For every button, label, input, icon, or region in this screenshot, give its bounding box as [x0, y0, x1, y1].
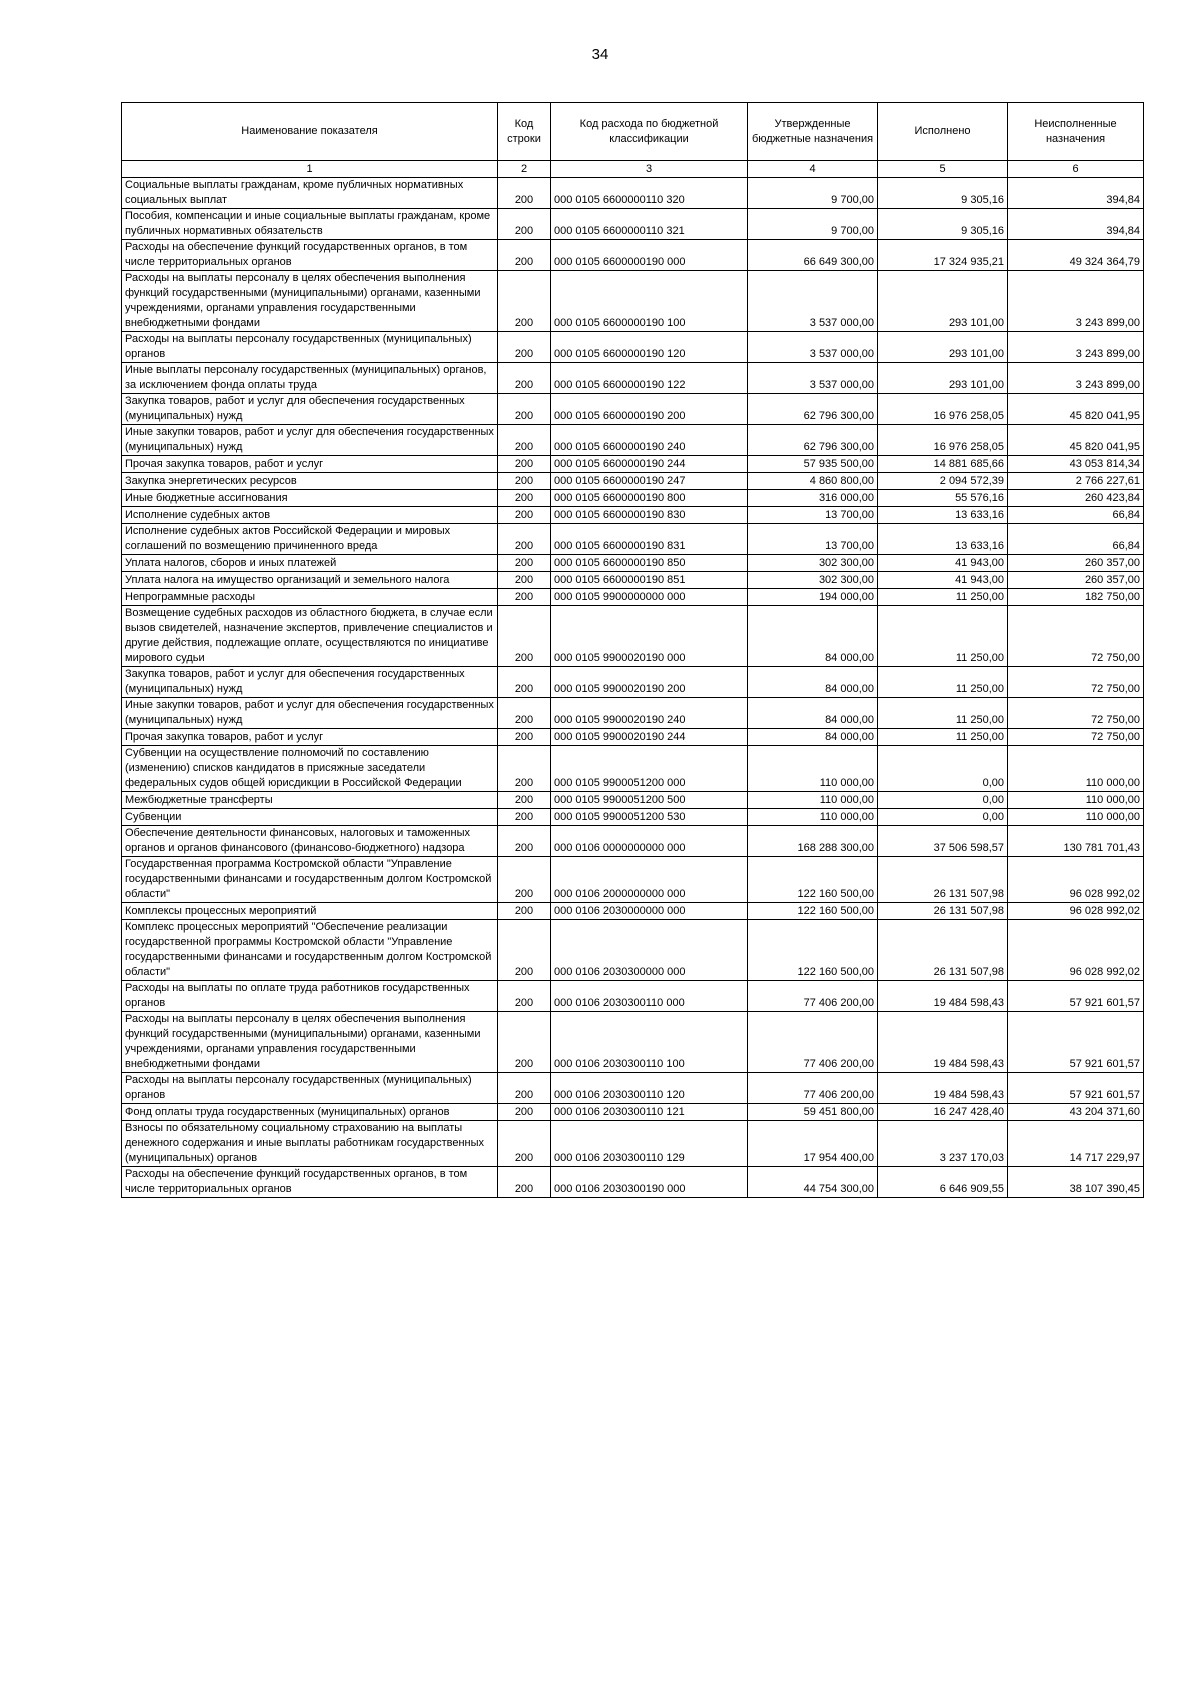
row-classification-code: 000 0106 2030300000 000 — [551, 920, 748, 981]
row-line-code: 200 — [498, 606, 551, 667]
row-executed: 3 237 170,03 — [878, 1121, 1008, 1167]
row-approved: 59 451 800,00 — [748, 1104, 878, 1121]
row-unexecuted: 72 750,00 — [1008, 606, 1144, 667]
row-approved: 84 000,00 — [748, 698, 878, 729]
table-row — [122, 1012, 1144, 1073]
row-executed: 293 101,00 — [878, 332, 1008, 363]
row-name: Комплекс процессных мероприятий "Обеспечение реализации государственной программы Костромской области "Управление государственными финансами и государственным долгом Костромской области" — [122, 920, 498, 981]
row-line-code: 200 — [498, 209, 551, 240]
header-classification-code: Код расхода по бюджетной классификации — [551, 103, 748, 161]
row-line-code: 200 — [498, 857, 551, 903]
row-approved: 194 000,00 — [748, 589, 878, 606]
row-line-code: 200 — [498, 473, 551, 490]
row-approved: 84 000,00 — [748, 606, 878, 667]
row-classification-code: 000 0105 6600000190 100 — [551, 271, 748, 332]
row-approved: 9 700,00 — [748, 209, 878, 240]
row-unexecuted: 3 243 899,00 — [1008, 363, 1144, 394]
row-unexecuted: 66,84 — [1008, 524, 1144, 555]
row-unexecuted: 57 921 601,57 — [1008, 1012, 1144, 1073]
row-unexecuted: 3 243 899,00 — [1008, 271, 1144, 332]
row-executed: 13 633,16 — [878, 507, 1008, 524]
row-classification-code: 000 0106 2030000000 000 — [551, 903, 748, 920]
row-executed: 37 506 598,57 — [878, 826, 1008, 857]
table-row — [122, 332, 1144, 363]
row-classification-code: 000 0105 6600000190 122 — [551, 363, 748, 394]
row-executed: 11 250,00 — [878, 729, 1008, 746]
header-approved: Утвержденные бюджетные назначения — [748, 103, 878, 161]
row-approved: 316 000,00 — [748, 490, 878, 507]
table-row — [122, 826, 1144, 857]
budget-execution-table — [121, 102, 1144, 1198]
row-name: Иные выплаты персоналу государственных (муниципальных) органов, за исключением фонда оплаты труда — [122, 363, 498, 394]
row-name: Расходы на обеспечение функций государственных органов, в том числе территориальных органов — [122, 240, 498, 271]
table-row — [122, 1104, 1144, 1121]
row-executed: 19 484 598,43 — [878, 981, 1008, 1012]
row-name: Социальные выплаты гражданам, кроме публичных нормативных социальных выплат — [122, 178, 498, 209]
row-name: Расходы на выплаты персоналу в целях обеспечения выполнения функций государственными (муниципальными) органами, казенными учреждениями, органами управления государственными внебюджетными фондами — [122, 271, 498, 332]
row-approved: 62 796 300,00 — [748, 425, 878, 456]
row-classification-code: 000 0105 9900000000 000 — [551, 589, 748, 606]
row-executed: 14 881 685,66 — [878, 456, 1008, 473]
table-row — [122, 606, 1144, 667]
row-unexecuted: 38 107 390,45 — [1008, 1167, 1144, 1198]
row-name: Расходы на обеспечение функций государственных органов, в том числе территориальных органов — [122, 1167, 498, 1198]
column-number: 4 — [748, 161, 878, 178]
row-name: Исполнение судебных актов Российской Федерации и мировых соглашений по возмещению причиненного вреда — [122, 524, 498, 555]
row-classification-code: 000 0105 9900051200 530 — [551, 809, 748, 826]
row-line-code: 200 — [498, 490, 551, 507]
table-row — [122, 792, 1144, 809]
row-line-code: 200 — [498, 826, 551, 857]
row-approved: 3 537 000,00 — [748, 332, 878, 363]
row-name: Закупка энергетических ресурсов — [122, 473, 498, 490]
row-classification-code: 000 0105 6600000190 200 — [551, 394, 748, 425]
row-executed: 16 247 428,40 — [878, 1104, 1008, 1121]
row-name: Возмещение судебных расходов из областного бюджета, в случае если вызов свидетелей, назначение экспертов, привлечение специалистов и другие действия, подлежащие оплате, осуществляются по инициативе мирового судьи — [122, 606, 498, 667]
row-executed: 26 131 507,98 — [878, 920, 1008, 981]
row-name: Комплексы процессных мероприятий — [122, 903, 498, 920]
row-executed: 19 484 598,43 — [878, 1012, 1008, 1073]
row-classification-code: 000 0105 6600000190 120 — [551, 332, 748, 363]
row-line-code: 200 — [498, 903, 551, 920]
row-approved: 168 288 300,00 — [748, 826, 878, 857]
row-name: Расходы на выплаты персоналу в целях обеспечения выполнения функций государственными (муниципальными) органами, казенными учреждениями, органами управления государственными внебюджетными фондами — [122, 1012, 498, 1073]
row-unexecuted: 14 717 229,97 — [1008, 1121, 1144, 1167]
table-row — [122, 524, 1144, 555]
table-row — [122, 363, 1144, 394]
row-approved: 110 000,00 — [748, 792, 878, 809]
row-unexecuted: 110 000,00 — [1008, 792, 1144, 809]
row-classification-code: 000 0105 6600000190 240 — [551, 425, 748, 456]
row-executed: 16 976 258,05 — [878, 425, 1008, 456]
row-line-code: 200 — [498, 698, 551, 729]
table-row — [122, 729, 1144, 746]
row-approved: 302 300,00 — [748, 555, 878, 572]
row-executed: 0,00 — [878, 792, 1008, 809]
row-approved: 62 796 300,00 — [748, 394, 878, 425]
row-line-code: 200 — [498, 729, 551, 746]
row-approved: 122 160 500,00 — [748, 920, 878, 981]
row-executed: 293 101,00 — [878, 271, 1008, 332]
row-unexecuted: 43 053 814,34 — [1008, 456, 1144, 473]
table-row — [122, 490, 1144, 507]
row-classification-code: 000 0105 9900020190 240 — [551, 698, 748, 729]
table-row — [122, 271, 1144, 332]
row-executed: 11 250,00 — [878, 606, 1008, 667]
row-unexecuted: 260 357,00 — [1008, 572, 1144, 589]
row-line-code: 200 — [498, 572, 551, 589]
row-name: Расходы на выплаты по оплате труда работников государственных органов — [122, 981, 498, 1012]
row-approved: 3 537 000,00 — [748, 271, 878, 332]
row-classification-code: 000 0105 9900020190 000 — [551, 606, 748, 667]
row-classification-code: 000 0105 6600000190 000 — [551, 240, 748, 271]
row-name: Прочая закупка товаров, работ и услуг — [122, 729, 498, 746]
row-name: Непрограммные расходы — [122, 589, 498, 606]
table-row — [122, 746, 1144, 792]
row-unexecuted: 96 028 992,02 — [1008, 857, 1144, 903]
row-executed: 11 250,00 — [878, 698, 1008, 729]
row-classification-code: 000 0105 6600000190 851 — [551, 572, 748, 589]
row-classification-code: 000 0105 6600000190 244 — [551, 456, 748, 473]
row-name: Фонд оплаты труда государственных (муниципальных) органов — [122, 1104, 498, 1121]
row-approved: 66 649 300,00 — [748, 240, 878, 271]
column-number: 6 — [1008, 161, 1144, 178]
table-row — [122, 209, 1144, 240]
header-line-code: Код строки — [498, 103, 551, 161]
column-number: 1 — [122, 161, 498, 178]
row-executed: 11 250,00 — [878, 667, 1008, 698]
table-row — [122, 589, 1144, 606]
row-classification-code: 000 0105 9900020190 200 — [551, 667, 748, 698]
row-unexecuted: 182 750,00 — [1008, 589, 1144, 606]
row-line-code: 200 — [498, 981, 551, 1012]
row-executed: 11 250,00 — [878, 589, 1008, 606]
row-line-code: 200 — [498, 240, 551, 271]
row-line-code: 200 — [498, 1073, 551, 1104]
row-approved: 3 537 000,00 — [748, 363, 878, 394]
table-row — [122, 555, 1144, 572]
row-executed: 0,00 — [878, 809, 1008, 826]
row-approved: 17 954 400,00 — [748, 1121, 878, 1167]
row-approved: 110 000,00 — [748, 809, 878, 826]
table-row — [122, 240, 1144, 271]
header-unexecuted: Неисполненные назначения — [1008, 103, 1144, 161]
row-executed: 0,00 — [878, 746, 1008, 792]
row-classification-code: 000 0105 6600000190 247 — [551, 473, 748, 490]
row-classification-code: 000 0106 2030300110 100 — [551, 1012, 748, 1073]
row-classification-code: 000 0105 6600000110 321 — [551, 209, 748, 240]
row-approved: 4 860 800,00 — [748, 473, 878, 490]
row-name: Взносы по обязательному социальному страхованию на выплаты денежного содержания и иные выплаты работникам государственных (муниципальных) органов — [122, 1121, 498, 1167]
row-executed: 9 305,16 — [878, 178, 1008, 209]
row-line-code: 200 — [498, 746, 551, 792]
table-row — [122, 507, 1144, 524]
row-approved: 44 754 300,00 — [748, 1167, 878, 1198]
row-unexecuted: 72 750,00 — [1008, 698, 1144, 729]
row-name: Государственная программа Костромской области "Управление государственными финансами и государственным долгом Костромской области" — [122, 857, 498, 903]
row-unexecuted: 57 921 601,57 — [1008, 981, 1144, 1012]
row-name: Межбюджетные трансферты — [122, 792, 498, 809]
row-name: Закупка товаров, работ и услуг для обеспечения государственных (муниципальных) нужд — [122, 394, 498, 425]
row-classification-code: 000 0106 2030300110 000 — [551, 981, 748, 1012]
row-executed: 41 943,00 — [878, 555, 1008, 572]
row-name: Иные закупки товаров, работ и услуг для обеспечения государственных (муниципальных) нужд — [122, 698, 498, 729]
row-name: Субвенции — [122, 809, 498, 826]
row-line-code: 200 — [498, 1121, 551, 1167]
row-unexecuted: 45 820 041,95 — [1008, 425, 1144, 456]
row-line-code: 200 — [498, 178, 551, 209]
row-unexecuted: 72 750,00 — [1008, 729, 1144, 746]
row-executed: 16 976 258,05 — [878, 394, 1008, 425]
row-line-code: 200 — [498, 1104, 551, 1121]
row-line-code: 200 — [498, 332, 551, 363]
column-number: 2 — [498, 161, 551, 178]
header-name: Наименование показателя — [122, 103, 498, 161]
row-approved: 122 160 500,00 — [748, 903, 878, 920]
row-name: Иные бюджетные ассигнования — [122, 490, 498, 507]
row-unexecuted: 394,84 — [1008, 178, 1144, 209]
row-classification-code: 000 0105 9900020190 244 — [551, 729, 748, 746]
row-line-code: 200 — [498, 524, 551, 555]
row-approved: 302 300,00 — [748, 572, 878, 589]
row-classification-code: 000 0105 9900051200 000 — [551, 746, 748, 792]
table-row — [122, 903, 1144, 920]
table-row — [122, 857, 1144, 903]
row-line-code: 200 — [498, 555, 551, 572]
row-executed: 26 131 507,98 — [878, 903, 1008, 920]
header-row — [122, 103, 1144, 161]
table-row — [122, 667, 1144, 698]
row-unexecuted: 394,84 — [1008, 209, 1144, 240]
row-line-code: 200 — [498, 425, 551, 456]
row-classification-code: 000 0106 2030300110 129 — [551, 1121, 748, 1167]
row-approved: 77 406 200,00 — [748, 981, 878, 1012]
table-row — [122, 809, 1144, 826]
row-unexecuted: 66,84 — [1008, 507, 1144, 524]
row-name: Субвенции на осуществление полномочий по составлению (изменению) списков кандидатов в присяжные заседатели федеральных судов общей юрисдикции в Российской Федерации — [122, 746, 498, 792]
row-classification-code: 000 0106 2030300110 121 — [551, 1104, 748, 1121]
row-unexecuted: 57 921 601,57 — [1008, 1073, 1144, 1104]
row-line-code: 200 — [498, 1012, 551, 1073]
row-unexecuted: 110 000,00 — [1008, 746, 1144, 792]
row-approved: 84 000,00 — [748, 729, 878, 746]
row-classification-code: 000 0105 9900051200 500 — [551, 792, 748, 809]
row-name: Иные закупки товаров, работ и услуг для обеспечения государственных (муниципальных) нужд — [122, 425, 498, 456]
table-row — [122, 572, 1144, 589]
row-unexecuted: 96 028 992,02 — [1008, 903, 1144, 920]
row-executed: 293 101,00 — [878, 363, 1008, 394]
row-approved: 110 000,00 — [748, 746, 878, 792]
row-line-code: 200 — [498, 667, 551, 698]
row-name: Уплата налогов, сборов и иных платежей — [122, 555, 498, 572]
row-unexecuted: 260 423,84 — [1008, 490, 1144, 507]
row-unexecuted: 96 028 992,02 — [1008, 920, 1144, 981]
page-number: 34 — [591, 46, 609, 63]
row-line-code: 200 — [498, 394, 551, 425]
row-name: Исполнение судебных актов — [122, 507, 498, 524]
row-classification-code: 000 0105 6600000190 830 — [551, 507, 748, 524]
column-number-row — [122, 161, 1144, 178]
row-line-code: 200 — [498, 271, 551, 332]
row-approved: 77 406 200,00 — [748, 1073, 878, 1104]
row-unexecuted: 110 000,00 — [1008, 809, 1144, 826]
row-approved: 13 700,00 — [748, 524, 878, 555]
header-executed: Исполнено — [878, 103, 1008, 161]
row-executed: 2 094 572,39 — [878, 473, 1008, 490]
row-executed: 17 324 935,21 — [878, 240, 1008, 271]
row-line-code: 200 — [498, 363, 551, 394]
row-classification-code: 000 0105 6600000190 800 — [551, 490, 748, 507]
row-unexecuted: 2 766 227,61 — [1008, 473, 1144, 490]
row-classification-code: 000 0105 6600000190 850 — [551, 555, 748, 572]
table-row — [122, 178, 1144, 209]
row-line-code: 200 — [498, 589, 551, 606]
column-number: 3 — [551, 161, 748, 178]
row-line-code: 200 — [498, 920, 551, 981]
table-row — [122, 456, 1144, 473]
row-classification-code: 000 0106 2030300190 000 — [551, 1167, 748, 1198]
row-unexecuted: 72 750,00 — [1008, 667, 1144, 698]
row-name: Уплата налога на имущество организаций и земельного налога — [122, 572, 498, 589]
row-approved: 77 406 200,00 — [748, 1012, 878, 1073]
row-classification-code: 000 0106 2000000000 000 — [551, 857, 748, 903]
row-unexecuted: 3 243 899,00 — [1008, 332, 1144, 363]
row-name: Расходы на выплаты персоналу государственных (муниципальных) органов — [122, 1073, 498, 1104]
row-executed: 19 484 598,43 — [878, 1073, 1008, 1104]
row-executed: 55 576,16 — [878, 490, 1008, 507]
table-row — [122, 473, 1144, 490]
table-row — [122, 394, 1144, 425]
row-line-code: 200 — [498, 507, 551, 524]
row-executed: 9 305,16 — [878, 209, 1008, 240]
row-unexecuted: 260 357,00 — [1008, 555, 1144, 572]
column-number: 5 — [878, 161, 1008, 178]
table-row — [122, 981, 1144, 1012]
row-line-code: 200 — [498, 809, 551, 826]
row-unexecuted: 45 820 041,95 — [1008, 394, 1144, 425]
table-row — [122, 1121, 1144, 1167]
table-body — [122, 178, 1144, 1198]
row-unexecuted: 130 781 701,43 — [1008, 826, 1144, 857]
row-executed: 41 943,00 — [878, 572, 1008, 589]
row-classification-code: 000 0105 6600000110 320 — [551, 178, 748, 209]
row-name: Прочая закупка товаров, работ и услуг — [122, 456, 498, 473]
table-row — [122, 1073, 1144, 1104]
row-line-code: 200 — [498, 792, 551, 809]
row-name: Закупка товаров, работ и услуг для обеспечения государственных (муниципальных) нужд — [122, 667, 498, 698]
row-classification-code: 000 0106 0000000000 000 — [551, 826, 748, 857]
row-unexecuted: 49 324 364,79 — [1008, 240, 1144, 271]
table-row — [122, 425, 1144, 456]
row-approved: 84 000,00 — [748, 667, 878, 698]
row-line-code: 200 — [498, 456, 551, 473]
table-row — [122, 1167, 1144, 1198]
row-executed: 26 131 507,98 — [878, 857, 1008, 903]
row-unexecuted: 43 204 371,60 — [1008, 1104, 1144, 1121]
row-approved: 57 935 500,00 — [748, 456, 878, 473]
table-row — [122, 698, 1144, 729]
row-approved: 122 160 500,00 — [748, 857, 878, 903]
row-executed: 13 633,16 — [878, 524, 1008, 555]
row-name: Обеспечение деятельности финансовых, налоговых и таможенных органов и органов финансового (финансово-бюджетного) надзора — [122, 826, 498, 857]
row-approved: 9 700,00 — [748, 178, 878, 209]
table-row — [122, 920, 1144, 981]
row-classification-code: 000 0105 6600000190 831 — [551, 524, 748, 555]
row-approved: 13 700,00 — [748, 507, 878, 524]
row-classification-code: 000 0106 2030300110 120 — [551, 1073, 748, 1104]
row-executed: 6 646 909,55 — [878, 1167, 1008, 1198]
row-name: Пособия, компенсации и иные социальные выплаты гражданам, кроме публичных нормативных обязательств — [122, 209, 498, 240]
row-name: Расходы на выплаты персоналу государственных (муниципальных) органов — [122, 332, 498, 363]
row-line-code: 200 — [498, 1167, 551, 1198]
